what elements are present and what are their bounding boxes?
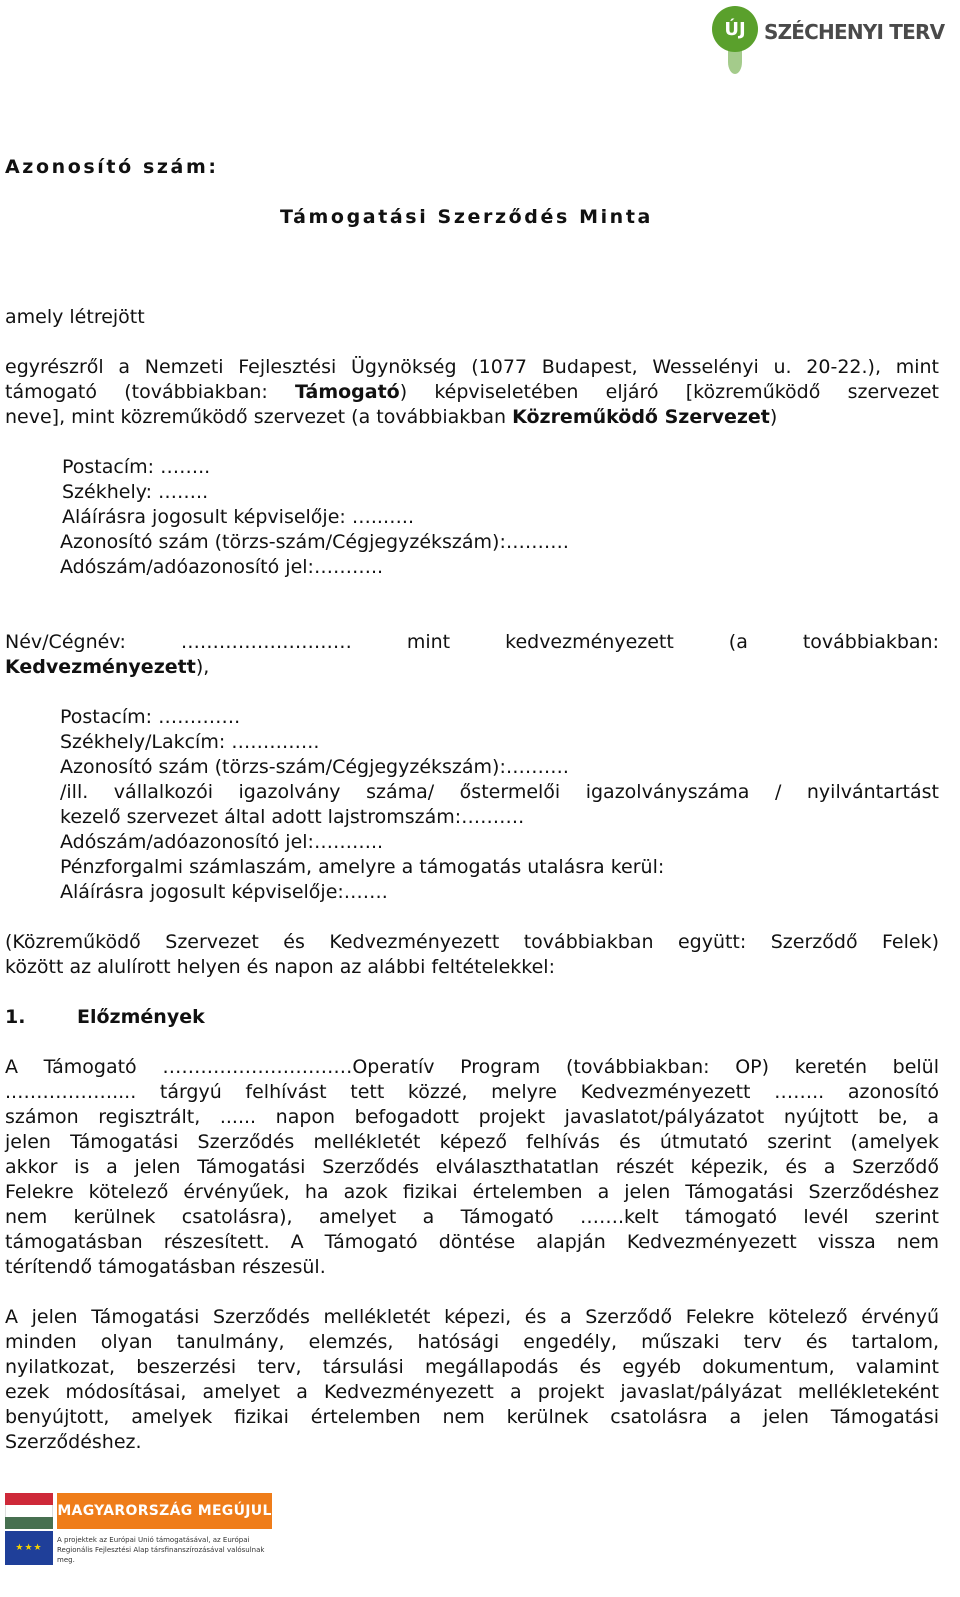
para1-line: A Támogató …………………………Operatív Program (továbbiakban: OP) keretén belül bbox=[5, 1056, 939, 1078]
ben-field-signatory: Aláírásra jogosult képviselője:……. bbox=[60, 881, 388, 903]
para1-line: támogatásban részesített. A Támogató döntése alapján Kedvezményezett vissza nem bbox=[5, 1231, 939, 1253]
ks-field-registry: Azonosító szám (törzs-szám/Cégjegyzékszám):………. bbox=[60, 531, 569, 553]
ks-field-tax: Adószám/adóazonosító jel:……….. bbox=[60, 556, 384, 578]
para2-line: nyilatkozat, beszerzési terv, társulási megállapodás és egyéb dokumentum, valamint bbox=[5, 1356, 939, 1378]
para2-line: Szerződéshez. bbox=[5, 1431, 142, 1453]
parties-line-1: (Közreműködő Szervezet és Kedvezményezett továbbiakban együtt: Szerződő Felek) bbox=[5, 931, 939, 953]
party1-line-3: neve], mint közreműködő szervezet (a továbbiakban Közreműködő Szervezet) bbox=[5, 406, 778, 428]
ks-field-postal: Postacím: …….. bbox=[62, 456, 211, 478]
eu-flag-icon: ★★★ bbox=[5, 1531, 53, 1565]
beneficiary-line-2: Kedvezményezett), bbox=[5, 656, 210, 678]
document-title: Támogatási Szerződés Minta bbox=[280, 206, 653, 228]
para1-line: ..…………….... tárgyú felhívást tett közzé, melyre Kedvezményezett …….. azonosító bbox=[5, 1081, 939, 1103]
para1-line: nem kerülnek csatolásra), amelyet a Támogató …….kelt támogató levél szerint bbox=[5, 1206, 939, 1228]
banner-subtext: A projektek az Európai Unió támogatásával, az Európai Regionális Fejlesztési Alap társfinanszírozásával valósulnak meg. bbox=[57, 1536, 265, 1564]
ben-field-registry: Azonosító szám (törzs-szám/Cégjegyzékszám):………. bbox=[60, 756, 569, 778]
ks-field-seat: Székhely: …….. bbox=[62, 481, 209, 503]
parties-line-2: között az alulírott helyen és napon az alábbi feltételekkel: bbox=[5, 956, 555, 978]
ks-field-signatory: Aláírásra jogosult képviselője: …..….. bbox=[62, 506, 415, 528]
ben-field-account: Pénzforgalmi számlaszám, amelyre a támogatás utalásra kerül: bbox=[60, 856, 665, 878]
section-number: 1. bbox=[5, 1006, 26, 1028]
party1-line-2: támogató (továbbiakban: Támogató) képviseletében eljáró [közreműködő szervezet bbox=[5, 381, 939, 403]
para2-line: minden olyan tanulmány, elemzés, hatósági engedély, műszaki terv és tartalom, bbox=[5, 1331, 939, 1353]
magyarorszag-megujul-banner: MAGYARORSZÁG MEGÚJUL bbox=[57, 1493, 272, 1529]
para1-line: Felekre kötelező érvényűek, ha azok fizikai értelemben a jelen Támogatási Szerződéshez bbox=[5, 1181, 939, 1203]
para1-line: jelen Támogatási Szerződés mellékletét képező felhívás és útmutató szerint (amelyek bbox=[5, 1131, 939, 1153]
para2-line: ezek módosításai, amelyet a Kedvezményezett a projekt javaslat/pályázat mellékleteként bbox=[5, 1381, 939, 1403]
section-title: Előzmények bbox=[77, 1006, 205, 1028]
logo-text: SZÉCHENYI TERV bbox=[764, 20, 945, 44]
ben-field-license-cont: kezelő szervezet által adott lajstromszám:………. bbox=[60, 806, 525, 828]
logo-leaf-icon bbox=[728, 50, 742, 74]
party1-line-1: egyrészről a Nemzeti Fejlesztési Ügynökség (1077 Budapest, Wesselényi u. 20-22.), mint bbox=[5, 356, 939, 378]
ben-field-postal: Postacím: …………. bbox=[60, 706, 241, 728]
para2-line: benyújtott, amelyek fizikai értelemben nem kerülnek csatolásra a jelen Támogatási bbox=[5, 1406, 939, 1428]
intro-text: amely létrejött bbox=[5, 306, 145, 328]
para1-line: számon regisztrált, ...... napon befogadott projekt javaslatot/pályázatot nyújtott be, a bbox=[5, 1106, 939, 1128]
ben-field-tax: Adószám/adóazonosító jel:……….. bbox=[60, 831, 384, 853]
ben-field-seat: Székhely/Lakcím: ………….. bbox=[60, 731, 320, 753]
id-number-label: Azonosító szám: bbox=[5, 156, 219, 178]
para1-line: akkor is a jelen Támogatási Szerződés elválaszthatatlan részét képezik, és a Szerződő bbox=[5, 1156, 939, 1178]
para1-line: térítendő támogatásban részesül. bbox=[5, 1256, 326, 1278]
para2-line: A jelen Támogatási Szerződés mellékletét képezi, és a Szerződő Felekre kötelező érvényű bbox=[5, 1306, 939, 1328]
logo-badge: ÚJ bbox=[712, 6, 758, 52]
footer-logo bbox=[5, 1491, 272, 1567]
szechenyi-terv-logo bbox=[712, 6, 947, 78]
ben-field-license: /ill. vállalkozói igazolvány száma/ őstermelői igazolványszáma / nyilvántartást bbox=[60, 781, 939, 803]
beneficiary-line-1: Név/Cégnév: ……………………… mint kedvezményezett (a továbbiakban: bbox=[5, 631, 939, 653]
hungarian-flag-icon bbox=[5, 1493, 53, 1529]
